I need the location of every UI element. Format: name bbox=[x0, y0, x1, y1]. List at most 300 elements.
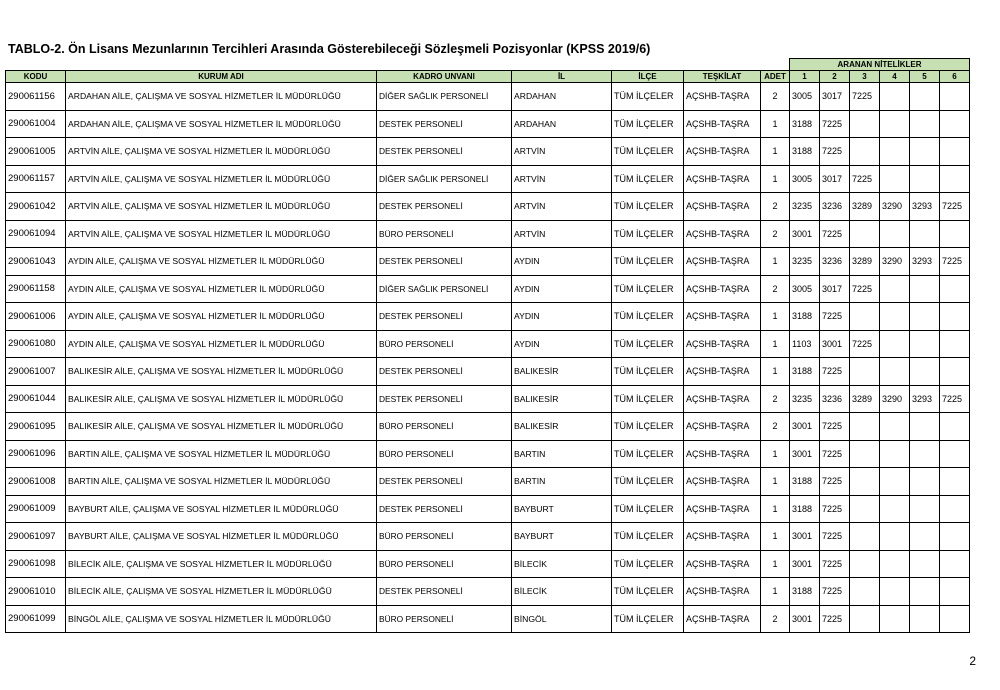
cell-il: BAYBURT bbox=[512, 495, 612, 523]
cell-kurum-adi: AYDIN AİLE, ÇALIŞMA VE SOSYAL HİZMETLER İL MÜDÜRLÜĞÜ bbox=[66, 330, 377, 358]
cell-il: ARTVİN bbox=[512, 193, 612, 221]
cell-nitelik-1: 3005 bbox=[790, 165, 820, 193]
cell-kurum-adi: BALIKESİR AİLE, ÇALIŞMA VE SOSYAL HİZMETLER İL MÜDÜRLÜĞÜ bbox=[66, 413, 377, 441]
col-header-nitelik-2: 2 bbox=[820, 71, 850, 83]
cell-nitelik-6 bbox=[940, 578, 970, 606]
cell-nitelik-1: 3188 bbox=[790, 468, 820, 496]
cell-kadro-unvani: BÜRO PERSONELİ bbox=[377, 330, 512, 358]
cell-adet: 2 bbox=[761, 413, 790, 441]
cell-nitelik-6: 7225 bbox=[940, 248, 970, 276]
cell-kurum-adi: ARDAHAN AİLE, ÇALIŞMA VE SOSYAL HİZMETLER İL MÜDÜRLÜĞÜ bbox=[66, 83, 377, 111]
cell-il: AYDIN bbox=[512, 275, 612, 303]
cell-nitelik-2: 7225 bbox=[820, 578, 850, 606]
cell-kodu: 290061080 bbox=[6, 330, 66, 358]
cell-teskilat: AÇSHB-TAŞRA bbox=[684, 165, 761, 193]
cell-kurum-adi: ARTVİN AİLE, ÇALIŞMA VE SOSYAL HİZMETLER İL MÜDÜRLÜĞÜ bbox=[66, 138, 377, 166]
cell-il: BİLECİK bbox=[512, 550, 612, 578]
cell-teskilat: AÇSHB-TAŞRA bbox=[684, 248, 761, 276]
cell-ilce: TÜM İLÇELER bbox=[612, 550, 684, 578]
cell-kadro-unvani: DESTEK PERSONELİ bbox=[377, 138, 512, 166]
table-row bbox=[6, 385, 970, 413]
cell-nitelik-4 bbox=[880, 523, 910, 551]
cell-adet: 2 bbox=[761, 83, 790, 111]
col-header-teskilat: TEŞKİLAT bbox=[684, 71, 761, 83]
cell-nitelik-3 bbox=[850, 523, 880, 551]
cell-adet: 1 bbox=[761, 110, 790, 138]
cell-kadro-unvani: BÜRO PERSONELİ bbox=[377, 523, 512, 551]
cell-nitelik-4 bbox=[880, 468, 910, 496]
cell-nitelik-2: 7225 bbox=[820, 523, 850, 551]
cell-teskilat: AÇSHB-TAŞRA bbox=[684, 110, 761, 138]
cell-nitelik-6 bbox=[940, 83, 970, 111]
cell-nitelik-1: 3005 bbox=[790, 83, 820, 111]
cell-nitelik-3: 7225 bbox=[850, 330, 880, 358]
cell-nitelik-2: 3236 bbox=[820, 385, 850, 413]
cell-teskilat: AÇSHB-TAŞRA bbox=[684, 605, 761, 633]
cell-adet: 1 bbox=[761, 248, 790, 276]
cell-nitelik-5 bbox=[910, 413, 940, 441]
cell-nitelik-5 bbox=[910, 330, 940, 358]
cell-kadro-unvani: BÜRO PERSONELİ bbox=[377, 440, 512, 468]
cell-teskilat: AÇSHB-TAŞRA bbox=[684, 138, 761, 166]
cell-ilce: TÜM İLÇELER bbox=[612, 165, 684, 193]
cell-nitelik-4 bbox=[880, 578, 910, 606]
cell-kadro-unvani: DESTEK PERSONELİ bbox=[377, 248, 512, 276]
cell-nitelik-1: 3001 bbox=[790, 550, 820, 578]
cell-ilce: TÜM İLÇELER bbox=[612, 330, 684, 358]
cell-nitelik-6 bbox=[940, 413, 970, 441]
cell-kadro-unvani: DESTEK PERSONELİ bbox=[377, 303, 512, 331]
col-header-adet: ADET bbox=[761, 71, 790, 83]
cell-nitelik-6 bbox=[940, 110, 970, 138]
cell-nitelik-1: 3188 bbox=[790, 578, 820, 606]
cell-kodu: 290061043 bbox=[6, 248, 66, 276]
cell-nitelik-2: 3236 bbox=[820, 193, 850, 221]
table-row bbox=[6, 578, 970, 606]
group-header-aranan-nitelikler: ARANAN NİTELİKLER bbox=[790, 59, 970, 71]
cell-ilce: TÜM İLÇELER bbox=[612, 138, 684, 166]
col-header-kurum-adi: KURUM ADI bbox=[66, 71, 377, 83]
cell-kurum-adi: BAYBURT AİLE, ÇALIŞMA VE SOSYAL HİZMETLER İL MÜDÜRLÜĞÜ bbox=[66, 523, 377, 551]
cell-il: BİNGÖL bbox=[512, 605, 612, 633]
cell-nitelik-6: 7225 bbox=[940, 385, 970, 413]
cell-teskilat: AÇSHB-TAŞRA bbox=[684, 440, 761, 468]
cell-kodu: 290061157 bbox=[6, 165, 66, 193]
table-row bbox=[6, 440, 970, 468]
cell-ilce: TÜM İLÇELER bbox=[612, 468, 684, 496]
cell-kodu: 290061005 bbox=[6, 138, 66, 166]
cell-nitelik-5 bbox=[910, 220, 940, 248]
cell-il: BALIKESİR bbox=[512, 358, 612, 386]
cell-adet: 1 bbox=[761, 550, 790, 578]
cell-adet: 2 bbox=[761, 385, 790, 413]
cell-il: ARDAHAN bbox=[512, 110, 612, 138]
cell-kadro-unvani: DESTEK PERSONELİ bbox=[377, 468, 512, 496]
cell-kadro-unvani: DESTEK PERSONELİ bbox=[377, 578, 512, 606]
cell-nitelik-2: 7225 bbox=[820, 220, 850, 248]
cell-il: BİLECİK bbox=[512, 578, 612, 606]
cell-kurum-adi: ARTVİN AİLE, ÇALIŞMA VE SOSYAL HİZMETLER İL MÜDÜRLÜĞÜ bbox=[66, 193, 377, 221]
table-row bbox=[6, 193, 970, 221]
cell-nitelik-4 bbox=[880, 330, 910, 358]
cell-teskilat: AÇSHB-TAŞRA bbox=[684, 193, 761, 221]
cell-il: BARTIN bbox=[512, 440, 612, 468]
table-row bbox=[6, 413, 970, 441]
cell-kurum-adi: BAYBURT AİLE, ÇALIŞMA VE SOSYAL HİZMETLER İL MÜDÜRLÜĞÜ bbox=[66, 495, 377, 523]
cell-teskilat: AÇSHB-TAŞRA bbox=[684, 220, 761, 248]
cell-kodu: 290061044 bbox=[6, 385, 66, 413]
cell-nitelik-5 bbox=[910, 165, 940, 193]
cell-nitelik-5 bbox=[910, 303, 940, 331]
cell-nitelik-2: 3017 bbox=[820, 275, 850, 303]
cell-nitelik-4 bbox=[880, 605, 910, 633]
cell-adet: 1 bbox=[761, 358, 790, 386]
cell-nitelik-6 bbox=[940, 138, 970, 166]
cell-nitelik-5 bbox=[910, 495, 940, 523]
cell-il: ARTVİN bbox=[512, 165, 612, 193]
cell-nitelik-6 bbox=[940, 358, 970, 386]
cell-nitelik-3: 3289 bbox=[850, 193, 880, 221]
cell-kadro-unvani: DİĞER SAĞLIK PERSONELİ bbox=[377, 83, 512, 111]
cell-il: ARDAHAN bbox=[512, 83, 612, 111]
cell-adet: 1 bbox=[761, 523, 790, 551]
cell-il: AYDIN bbox=[512, 248, 612, 276]
cell-nitelik-4 bbox=[880, 303, 910, 331]
cell-nitelik-4 bbox=[880, 440, 910, 468]
table-row bbox=[6, 138, 970, 166]
cell-nitelik-2: 7225 bbox=[820, 550, 850, 578]
col-header-nitelik-3: 3 bbox=[850, 71, 880, 83]
cell-nitelik-3 bbox=[850, 220, 880, 248]
cell-nitelik-6 bbox=[940, 165, 970, 193]
cell-nitelik-3 bbox=[850, 303, 880, 331]
cell-il: AYDIN bbox=[512, 303, 612, 331]
cell-adet: 1 bbox=[761, 303, 790, 331]
cell-adet: 1 bbox=[761, 330, 790, 358]
cell-nitelik-2: 3017 bbox=[820, 83, 850, 111]
cell-kurum-adi: BİNGÖL AİLE, ÇALIŞMA VE SOSYAL HİZMETLER İL MÜDÜRLÜĞÜ bbox=[66, 605, 377, 633]
cell-ilce: TÜM İLÇELER bbox=[612, 413, 684, 441]
cell-nitelik-6 bbox=[940, 275, 970, 303]
positions-table bbox=[5, 58, 970, 633]
cell-nitelik-1: 3235 bbox=[790, 385, 820, 413]
cell-nitelik-3 bbox=[850, 495, 880, 523]
cell-nitelik-4 bbox=[880, 275, 910, 303]
col-header-nitelik-4: 4 bbox=[880, 71, 910, 83]
cell-nitelik-6 bbox=[940, 523, 970, 551]
cell-nitelik-2: 3001 bbox=[820, 330, 850, 358]
cell-ilce: TÜM İLÇELER bbox=[612, 440, 684, 468]
cell-teskilat: AÇSHB-TAŞRA bbox=[684, 468, 761, 496]
col-header-kadro-unvani: KADRO UNVANI bbox=[377, 71, 512, 83]
cell-il: ARTVİN bbox=[512, 138, 612, 166]
cell-nitelik-1: 3235 bbox=[790, 248, 820, 276]
cell-kurum-adi: ARTVİN AİLE, ÇALIŞMA VE SOSYAL HİZMETLER İL MÜDÜRLÜĞÜ bbox=[66, 220, 377, 248]
cell-ilce: TÜM İLÇELER bbox=[612, 605, 684, 633]
cell-teskilat: AÇSHB-TAŞRA bbox=[684, 330, 761, 358]
cell-kadro-unvani: BÜRO PERSONELİ bbox=[377, 550, 512, 578]
cell-kurum-adi: BARTIN AİLE, ÇALIŞMA VE SOSYAL HİZMETLER İL MÜDÜRLÜĞÜ bbox=[66, 468, 377, 496]
table-row bbox=[6, 110, 970, 138]
cell-nitelik-5 bbox=[910, 578, 940, 606]
table-row bbox=[6, 330, 970, 358]
cell-nitelik-3 bbox=[850, 138, 880, 166]
cell-nitelik-6 bbox=[940, 330, 970, 358]
cell-adet: 1 bbox=[761, 468, 790, 496]
cell-adet: 2 bbox=[761, 220, 790, 248]
cell-ilce: TÜM İLÇELER bbox=[612, 358, 684, 386]
column-header-row bbox=[6, 71, 970, 83]
cell-nitelik-3 bbox=[850, 358, 880, 386]
cell-nitelik-3: 3289 bbox=[850, 248, 880, 276]
cell-kodu: 290061099 bbox=[6, 605, 66, 633]
cell-kurum-adi: BALIKESİR AİLE, ÇALIŞMA VE SOSYAL HİZMETLER İL MÜDÜRLÜĞÜ bbox=[66, 358, 377, 386]
cell-ilce: TÜM İLÇELER bbox=[612, 193, 684, 221]
cell-nitelik-3: 3289 bbox=[850, 385, 880, 413]
cell-kurum-adi: BİLECİK AİLE, ÇALIŞMA VE SOSYAL HİZMETLER İL MÜDÜRLÜĞÜ bbox=[66, 578, 377, 606]
table-row bbox=[6, 275, 970, 303]
col-header-nitelik-1: 1 bbox=[790, 71, 820, 83]
cell-kurum-adi: BALIKESİR AİLE, ÇALIŞMA VE SOSYAL HİZMETLER İL MÜDÜRLÜĞÜ bbox=[66, 385, 377, 413]
cell-ilce: TÜM İLÇELER bbox=[612, 275, 684, 303]
cell-nitelik-4: 3290 bbox=[880, 385, 910, 413]
cell-teskilat: AÇSHB-TAŞRA bbox=[684, 83, 761, 111]
cell-nitelik-1: 3188 bbox=[790, 110, 820, 138]
cell-teskilat: AÇSHB-TAŞRA bbox=[684, 385, 761, 413]
cell-nitelik-5 bbox=[910, 468, 940, 496]
cell-teskilat: AÇSHB-TAŞRA bbox=[684, 495, 761, 523]
cell-ilce: TÜM İLÇELER bbox=[612, 220, 684, 248]
cell-nitelik-4 bbox=[880, 413, 910, 441]
cell-kadro-unvani: DESTEK PERSONELİ bbox=[377, 385, 512, 413]
cell-nitelik-6 bbox=[940, 220, 970, 248]
cell-nitelik-1: 1103 bbox=[790, 330, 820, 358]
cell-nitelik-5 bbox=[910, 358, 940, 386]
cell-nitelik-5 bbox=[910, 110, 940, 138]
col-header-nitelik-6: 6 bbox=[940, 71, 970, 83]
cell-adet: 1 bbox=[761, 165, 790, 193]
table-row bbox=[6, 165, 970, 193]
cell-nitelik-6 bbox=[940, 468, 970, 496]
table-body bbox=[6, 83, 970, 633]
cell-nitelik-4: 3290 bbox=[880, 193, 910, 221]
table-row bbox=[6, 550, 970, 578]
cell-nitelik-5: 3293 bbox=[910, 193, 940, 221]
cell-nitelik-6 bbox=[940, 303, 970, 331]
cell-il: BAYBURT bbox=[512, 523, 612, 551]
cell-nitelik-2: 7225 bbox=[820, 605, 850, 633]
cell-nitelik-3 bbox=[850, 605, 880, 633]
table-row bbox=[6, 83, 970, 111]
cell-adet: 1 bbox=[761, 495, 790, 523]
cell-ilce: TÜM İLÇELER bbox=[612, 385, 684, 413]
cell-kadro-unvani: BÜRO PERSONELİ bbox=[377, 605, 512, 633]
cell-teskilat: AÇSHB-TAŞRA bbox=[684, 578, 761, 606]
cell-nitelik-1: 3001 bbox=[790, 413, 820, 441]
cell-adet: 2 bbox=[761, 605, 790, 633]
cell-nitelik-4 bbox=[880, 165, 910, 193]
cell-nitelik-5 bbox=[910, 440, 940, 468]
cell-nitelik-4 bbox=[880, 220, 910, 248]
cell-kodu: 290061006 bbox=[6, 303, 66, 331]
cell-nitelik-3 bbox=[850, 413, 880, 441]
cell-nitelik-2: 3017 bbox=[820, 165, 850, 193]
cell-nitelik-1: 3001 bbox=[790, 605, 820, 633]
page-number: 2 bbox=[969, 654, 976, 668]
col-header-kodu: KODU bbox=[6, 71, 66, 83]
cell-il: BALIKESİR bbox=[512, 413, 612, 441]
cell-ilce: TÜM İLÇELER bbox=[612, 523, 684, 551]
cell-nitelik-3: 7225 bbox=[850, 83, 880, 111]
cell-teskilat: AÇSHB-TAŞRA bbox=[684, 275, 761, 303]
cell-adet: 1 bbox=[761, 138, 790, 166]
col-header-il: İL bbox=[512, 71, 612, 83]
cell-adet: 1 bbox=[761, 578, 790, 606]
cell-kadro-unvani: BÜRO PERSONELİ bbox=[377, 413, 512, 441]
cell-ilce: TÜM İLÇELER bbox=[612, 248, 684, 276]
cell-nitelik-2: 7225 bbox=[820, 303, 850, 331]
col-header-ilce: İLÇE bbox=[612, 71, 684, 83]
cell-kodu: 290061010 bbox=[6, 578, 66, 606]
cell-nitelik-1: 3001 bbox=[790, 523, 820, 551]
cell-kadro-unvani: BÜRO PERSONELİ bbox=[377, 220, 512, 248]
cell-nitelik-2: 3236 bbox=[820, 248, 850, 276]
cell-nitelik-5: 3293 bbox=[910, 385, 940, 413]
cell-nitelik-5 bbox=[910, 550, 940, 578]
cell-nitelik-4 bbox=[880, 110, 910, 138]
cell-nitelik-3: 7225 bbox=[850, 275, 880, 303]
cell-il: ARTVİN bbox=[512, 220, 612, 248]
cell-nitelik-6 bbox=[940, 605, 970, 633]
cell-kurum-adi: AYDIN AİLE, ÇALIŞMA VE SOSYAL HİZMETLER İL MÜDÜRLÜĞÜ bbox=[66, 275, 377, 303]
cell-nitelik-1: 3005 bbox=[790, 275, 820, 303]
cell-kodu: 290061009 bbox=[6, 495, 66, 523]
cell-nitelik-2: 7225 bbox=[820, 468, 850, 496]
table-row bbox=[6, 523, 970, 551]
cell-nitelik-2: 7225 bbox=[820, 138, 850, 166]
cell-nitelik-6: 7225 bbox=[940, 193, 970, 221]
cell-adet: 2 bbox=[761, 275, 790, 303]
page-title: TABLO-2. Ön Lisans Mezunlarının Tercihleri Arasında Gösterebileceği Sözleşmeli Pozisyonlar (KPSS 2019/6) bbox=[8, 42, 651, 56]
cell-nitelik-5 bbox=[910, 138, 940, 166]
cell-kodu: 290061095 bbox=[6, 413, 66, 441]
table-row bbox=[6, 248, 970, 276]
cell-kodu: 290061007 bbox=[6, 358, 66, 386]
cell-kurum-adi: ARTVİN AİLE, ÇALIŞMA VE SOSYAL HİZMETLER İL MÜDÜRLÜĞÜ bbox=[66, 165, 377, 193]
cell-nitelik-3 bbox=[850, 578, 880, 606]
cell-teskilat: AÇSHB-TAŞRA bbox=[684, 550, 761, 578]
cell-kodu: 290061042 bbox=[6, 193, 66, 221]
cell-kodu: 290061096 bbox=[6, 440, 66, 468]
cell-nitelik-2: 7225 bbox=[820, 413, 850, 441]
cell-nitelik-5 bbox=[910, 83, 940, 111]
cell-nitelik-1: 3188 bbox=[790, 138, 820, 166]
cell-nitelik-6 bbox=[940, 495, 970, 523]
cell-kurum-adi: BİLECİK AİLE, ÇALIŞMA VE SOSYAL HİZMETLER İL MÜDÜRLÜĞÜ bbox=[66, 550, 377, 578]
cell-il: BARTIN bbox=[512, 468, 612, 496]
cell-kadro-unvani: DESTEK PERSONELİ bbox=[377, 193, 512, 221]
cell-kodu: 290061004 bbox=[6, 110, 66, 138]
group-header-row bbox=[6, 59, 970, 71]
cell-nitelik-5 bbox=[910, 275, 940, 303]
cell-nitelik-4 bbox=[880, 495, 910, 523]
cell-adet: 2 bbox=[761, 193, 790, 221]
cell-ilce: TÜM İLÇELER bbox=[612, 110, 684, 138]
cell-kurum-adi: AYDIN AİLE, ÇALIŞMA VE SOSYAL HİZMETLER İL MÜDÜRLÜĞÜ bbox=[66, 248, 377, 276]
cell-nitelik-5 bbox=[910, 605, 940, 633]
cell-teskilat: AÇSHB-TAŞRA bbox=[684, 358, 761, 386]
cell-nitelik-4 bbox=[880, 138, 910, 166]
col-header-nitelik-5: 5 bbox=[910, 71, 940, 83]
cell-teskilat: AÇSHB-TAŞRA bbox=[684, 303, 761, 331]
cell-nitelik-1: 3001 bbox=[790, 440, 820, 468]
cell-ilce: TÜM İLÇELER bbox=[612, 495, 684, 523]
cell-kadro-unvani: DİĞER SAĞLIK PERSONELİ bbox=[377, 275, 512, 303]
cell-nitelik-4 bbox=[880, 83, 910, 111]
cell-nitelik-2: 7225 bbox=[820, 110, 850, 138]
table-row bbox=[6, 605, 970, 633]
cell-ilce: TÜM İLÇELER bbox=[612, 303, 684, 331]
cell-nitelik-1: 3188 bbox=[790, 495, 820, 523]
cell-nitelik-2: 7225 bbox=[820, 495, 850, 523]
cell-nitelik-2: 7225 bbox=[820, 440, 850, 468]
cell-kodu: 290061098 bbox=[6, 550, 66, 578]
cell-teskilat: AÇSHB-TAŞRA bbox=[684, 413, 761, 441]
cell-nitelik-2: 7225 bbox=[820, 358, 850, 386]
cell-nitelik-4 bbox=[880, 550, 910, 578]
cell-nitelik-5: 3293 bbox=[910, 248, 940, 276]
cell-kadro-unvani: DESTEK PERSONELİ bbox=[377, 110, 512, 138]
cell-nitelik-5 bbox=[910, 523, 940, 551]
cell-nitelik-3: 7225 bbox=[850, 165, 880, 193]
cell-kurum-adi: AYDIN AİLE, ÇALIŞMA VE SOSYAL HİZMETLER İL MÜDÜRLÜĞÜ bbox=[66, 303, 377, 331]
cell-nitelik-6 bbox=[940, 550, 970, 578]
cell-kodu: 290061094 bbox=[6, 220, 66, 248]
cell-nitelik-4 bbox=[880, 358, 910, 386]
cell-nitelik-3 bbox=[850, 110, 880, 138]
cell-nitelik-6 bbox=[940, 440, 970, 468]
cell-kadro-unvani: DESTEK PERSONELİ bbox=[377, 358, 512, 386]
cell-adet: 1 bbox=[761, 440, 790, 468]
table-row bbox=[6, 468, 970, 496]
cell-teskilat: AÇSHB-TAŞRA bbox=[684, 523, 761, 551]
cell-nitelik-4: 3290 bbox=[880, 248, 910, 276]
cell-nitelik-1: 3188 bbox=[790, 358, 820, 386]
cell-kadro-unvani: DESTEK PERSONELİ bbox=[377, 495, 512, 523]
cell-ilce: TÜM İLÇELER bbox=[612, 83, 684, 111]
cell-kurum-adi: ARDAHAN AİLE, ÇALIŞMA VE SOSYAL HİZMETLER İL MÜDÜRLÜĞÜ bbox=[66, 110, 377, 138]
cell-nitelik-3 bbox=[850, 468, 880, 496]
table-row bbox=[6, 495, 970, 523]
cell-ilce: TÜM İLÇELER bbox=[612, 578, 684, 606]
table-row bbox=[6, 220, 970, 248]
table-row bbox=[6, 303, 970, 331]
cell-nitelik-3 bbox=[850, 550, 880, 578]
table-row bbox=[6, 358, 970, 386]
cell-kadro-unvani: DİĞER SAĞLIK PERSONELİ bbox=[377, 165, 512, 193]
cell-nitelik-1: 3235 bbox=[790, 193, 820, 221]
cell-nitelik-1: 3001 bbox=[790, 220, 820, 248]
cell-kurum-adi: BARTIN AİLE, ÇALIŞMA VE SOSYAL HİZMETLER İL MÜDÜRLÜĞÜ bbox=[66, 440, 377, 468]
cell-kodu: 290061156 bbox=[6, 83, 66, 111]
cell-il: AYDIN bbox=[512, 330, 612, 358]
cell-il: BALIKESİR bbox=[512, 385, 612, 413]
cell-nitelik-1: 3188 bbox=[790, 303, 820, 331]
cell-kodu: 290061008 bbox=[6, 468, 66, 496]
cell-kodu: 290061097 bbox=[6, 523, 66, 551]
cell-nitelik-3 bbox=[850, 440, 880, 468]
cell-kodu: 290061158 bbox=[6, 275, 66, 303]
